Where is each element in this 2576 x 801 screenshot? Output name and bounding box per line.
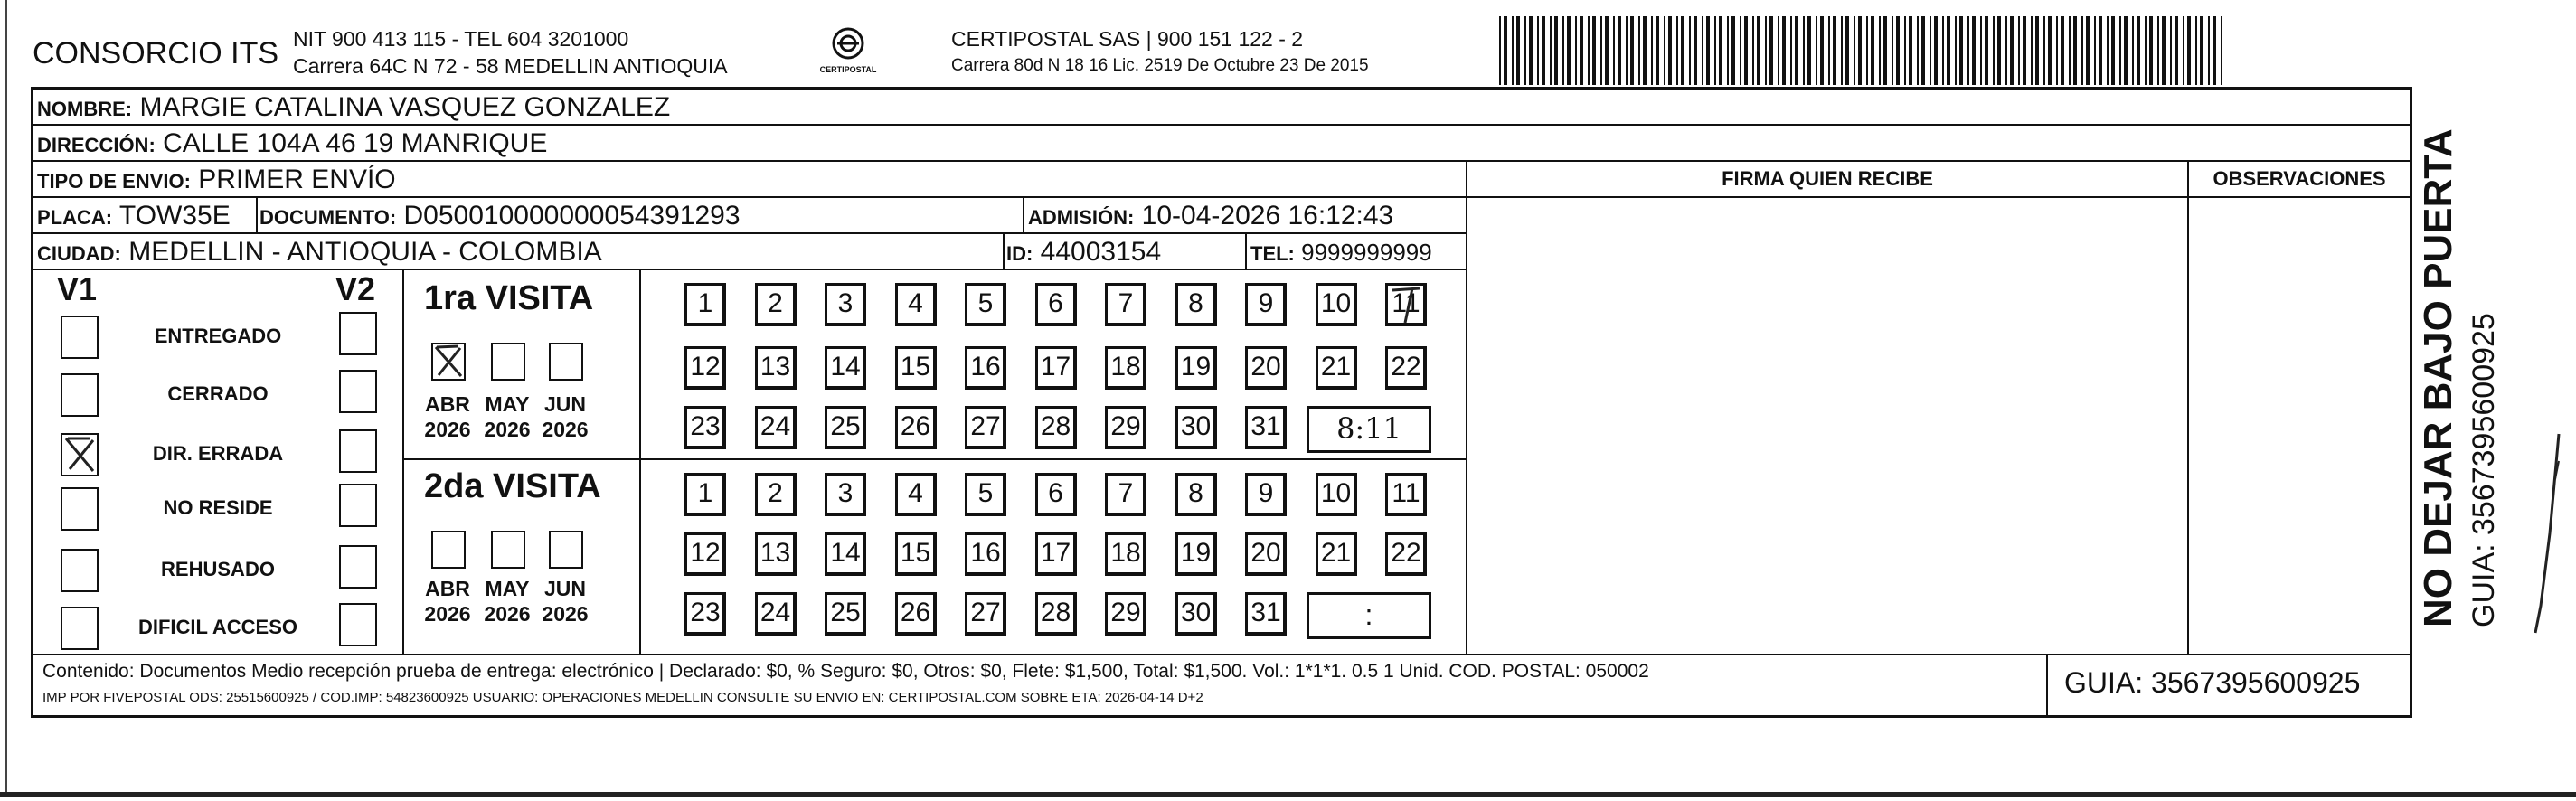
month-name: ABR: [425, 392, 470, 416]
month-checkbox[interactable]: [431, 531, 466, 569]
day-number: 26: [900, 598, 931, 627]
day-box[interactable]: [825, 473, 866, 514]
tel-label: TEL:: [1250, 242, 1295, 265]
v1-header: V1: [57, 270, 98, 307]
visit2-title: 2da VISITA: [424, 467, 601, 505]
status-v1-checkbox[interactable]: [61, 316, 99, 359]
month-checkbox[interactable]: [491, 343, 525, 381]
day-number: 30: [1180, 598, 1212, 627]
admision-field: [1028, 198, 1393, 234]
visit1-time[interactable]: 8:11: [1307, 406, 1431, 453]
observaciones-header: OBSERVACIONES: [2213, 167, 2386, 190]
day-number: 4: [908, 288, 923, 318]
footer-print-info: IMP POR FIVEPOSTAL ODS: 25515600925 / COD.IMP: 54823600925 USUARIO: OPERACIONES MEDELLIN CONSULTE SU ENVIO EN: CERTIPOSTAL.COM SOBRE ETA: 2026-04-14 D+2: [42, 690, 1203, 705]
month-year: 2026: [484, 602, 531, 626]
day-number: 13: [760, 352, 791, 382]
day-number: 5: [977, 478, 994, 508]
certipostal-info: [951, 25, 1369, 80]
certipostal-nit: CERTIPOSTAL SAS | 900 151 122 - 2: [951, 27, 1304, 51]
day-number: 15: [900, 538, 931, 568]
month-checkbox[interactable]: [549, 531, 583, 569]
status-v1-checkbox[interactable]: [61, 607, 99, 650]
day-number: 7: [1118, 478, 1134, 508]
day-box[interactable]: [895, 406, 937, 448]
day-box[interactable]: [755, 406, 797, 448]
day-number: 11: [1392, 478, 1420, 508]
day-box[interactable]: [1035, 532, 1077, 574]
day-number: 29: [1110, 411, 1141, 441]
day-box[interactable]: [684, 283, 726, 325]
day-box[interactable]: [1105, 346, 1146, 388]
day-box[interactable]: [895, 283, 937, 325]
month-checkbox[interactable]: [491, 531, 525, 569]
footer-guia: GUIA: 3567395600925: [2064, 666, 2361, 699]
day-box[interactable]: [1175, 283, 1217, 325]
company-nit: NIT 900 413 115 - TEL 604 3201000: [293, 27, 629, 51]
day-number: 3: [837, 478, 854, 508]
tipo-label: TIPO DE ENVIO:: [37, 170, 191, 193]
day-box[interactable]: [1175, 406, 1217, 448]
day-box[interactable]: [684, 473, 726, 514]
day-box[interactable]: [895, 473, 937, 514]
status-v2-checkbox[interactable]: [339, 429, 377, 473]
day-number: 2: [768, 478, 783, 508]
tel-field: [1250, 234, 1432, 270]
company-name: CONSORCIO ITS: [33, 36, 279, 71]
day-number: 17: [1040, 538, 1071, 568]
day-number: 13: [760, 538, 791, 568]
day-number: 18: [1110, 352, 1141, 382]
day-box[interactable]: [684, 406, 726, 448]
month-label: [538, 576, 592, 627]
day-box[interactable]: [1245, 473, 1287, 514]
status-v1-checkbox[interactable]: [61, 433, 99, 476]
status-label: CERRADO: [167, 382, 269, 405]
id-label: ID:: [1006, 242, 1033, 265]
day-number: 27: [970, 411, 1001, 441]
day-box[interactable]: [825, 592, 866, 634]
day-box[interactable]: [1175, 346, 1217, 388]
month-label: [480, 576, 534, 627]
day-number: 14: [830, 352, 861, 382]
month-name: MAY: [485, 577, 530, 600]
day-number: 3: [837, 288, 854, 318]
ciudad-row: [33, 234, 1466, 270]
nombre-value: MARGIE CATALINA VASQUEZ GONZALEZ: [139, 92, 671, 122]
day-number: 28: [1040, 598, 1071, 627]
day-box[interactable]: [1105, 406, 1146, 448]
day-box[interactable]: [1105, 283, 1146, 325]
day-box[interactable]: [1175, 473, 1217, 514]
day-number: 16: [970, 538, 1001, 568]
day-box[interactable]: [1385, 473, 1427, 514]
day-number: 25: [830, 598, 861, 627]
ciudad-value: MEDELLIN - ANTIOQUIA - COLOMBIA: [128, 237, 602, 267]
day-box[interactable]: [1245, 532, 1287, 574]
day-box[interactable]: [1035, 406, 1077, 448]
day-box[interactable]: [1035, 346, 1077, 388]
v2-header: V2: [335, 270, 376, 307]
day-number: 24: [760, 411, 791, 441]
day-number: 23: [690, 411, 721, 441]
status-v1-checkbox[interactable]: [61, 373, 99, 417]
month-name: ABR: [425, 577, 470, 600]
status-label: REHUSADO: [161, 558, 275, 580]
placa-row: [33, 198, 1466, 234]
day-number: 21: [1320, 538, 1352, 568]
status-label: DIR. ERRADA: [152, 442, 284, 465]
day-box[interactable]: [755, 473, 797, 514]
day-box[interactable]: [684, 592, 726, 634]
company-address: Carrera 64C N 72 - 58 MEDELLIN ANTIOQUIA: [293, 54, 728, 78]
day-box[interactable]: [1316, 473, 1357, 514]
month-year: 2026: [424, 418, 471, 441]
documento-field: [259, 198, 741, 234]
day-number: 15: [900, 352, 931, 382]
day-box[interactable]: [895, 532, 937, 574]
status-label: NO RESIDE: [163, 496, 273, 519]
nombre-label: NOMBRE:: [37, 98, 133, 120]
company-info: [293, 25, 728, 80]
day-number: 10: [1320, 478, 1352, 508]
day-box[interactable]: [1245, 592, 1287, 634]
day-box[interactable]: [1385, 283, 1427, 325]
placa-label: PLACA:: [37, 206, 113, 229]
day-box[interactable]: [825, 406, 866, 448]
month-checkbox[interactable]: [549, 343, 583, 381]
id-value: 44003154: [1040, 237, 1162, 267]
day-number: 8: [1188, 288, 1203, 318]
day-box[interactable]: [1105, 473, 1146, 514]
admision-value: 10-04-2026 16:12:43: [1141, 201, 1394, 231]
day-number: 8: [1188, 478, 1203, 508]
status-v2-checkbox[interactable]: [339, 484, 377, 527]
tipo-row: [33, 162, 1466, 198]
day-number: 30: [1180, 411, 1212, 441]
status-v2-checkbox[interactable]: [339, 370, 377, 413]
day-number: 18: [1110, 538, 1141, 568]
day-box[interactable]: [1245, 346, 1287, 388]
day-box[interactable]: [1105, 532, 1146, 574]
day-number: 20: [1250, 352, 1281, 382]
logo-text: CERTIPOSTAL: [819, 65, 877, 74]
day-number: 22: [1391, 538, 1421, 568]
id-field: [1006, 234, 1161, 270]
day-box[interactable]: [755, 283, 797, 325]
month-year: 2026: [484, 418, 531, 441]
tipo-value: PRIMER ENVÍO: [198, 165, 396, 194]
day-number: 12: [690, 538, 721, 568]
day-number: 19: [1180, 538, 1212, 568]
day-number: 10: [1320, 288, 1352, 318]
day-box[interactable]: [755, 592, 797, 634]
day-number: 14: [830, 538, 861, 568]
direccion-label: DIRECCIÓN:: [37, 134, 156, 156]
month-label: [538, 391, 592, 442]
day-number: 9: [1258, 288, 1274, 318]
month-year: 2026: [424, 602, 471, 626]
day-number: 4: [908, 478, 923, 508]
day-number: 7: [1118, 288, 1134, 318]
day-box[interactable]: [965, 473, 1006, 514]
day-number: 20: [1250, 538, 1281, 568]
day-number: 6: [1048, 478, 1063, 508]
day-number: 21: [1320, 352, 1352, 382]
page-edge-left: [5, 0, 7, 796]
day-number: 28: [1040, 411, 1071, 441]
month-label: [420, 391, 475, 442]
status-v1-checkbox[interactable]: [61, 487, 99, 531]
month-label: [480, 391, 534, 442]
day-box[interactable]: [1035, 592, 1077, 634]
firma-header: FIRMA QUIEN RECIBE: [1722, 167, 1933, 190]
pen-stroke: [2523, 425, 2568, 642]
day-number: 22: [1391, 352, 1421, 382]
day-box[interactable]: [825, 283, 866, 325]
day-number: 12: [690, 352, 721, 382]
day-number: 25: [830, 411, 861, 441]
signature-area[interactable]: [1471, 202, 2182, 648]
side-warning: NO DEJAR BAJO PUERTA: [2416, 128, 2460, 627]
day-number: 1: [697, 478, 713, 508]
day-box[interactable]: [1105, 592, 1146, 634]
barcode: [1499, 16, 2226, 85]
documento-value: D050010000000054391293: [403, 201, 741, 231]
day-number: 9: [1258, 478, 1274, 508]
day-box[interactable]: [825, 346, 866, 388]
day-box[interactable]: [965, 592, 1006, 634]
day-number: 1: [697, 288, 713, 318]
month-name: JUN: [543, 577, 586, 600]
day-check-mark: [1385, 283, 1427, 325]
day-box[interactable]: [1245, 406, 1287, 448]
admision-label: ADMISIÓN:: [1028, 206, 1135, 229]
status-label: DIFICIL ACCESO: [137, 616, 297, 638]
footer-content: Contenido: Documentos Medio recepción prueba de entrega: electrónico | Declarado: $0, % Seguro: $0, Otros: $0, Flete: $1,500, Total: $1,500. Vol.: 1*1*1. 0.5 1 Unid. COD. POSTAL: 050002: [42, 661, 1649, 682]
month-checkbox[interactable]: [431, 343, 466, 381]
status-v2-checkbox[interactable]: [339, 545, 377, 589]
day-number: 19: [1180, 352, 1212, 382]
tel-value: 9999999999: [1301, 239, 1432, 266]
status-label: ENTREGADO: [154, 325, 282, 347]
month-name: MAY: [485, 392, 530, 416]
day-number: 27: [970, 598, 1001, 627]
day-box[interactable]: [825, 532, 866, 574]
day-number: 31: [1250, 411, 1281, 441]
day-box[interactable]: [965, 283, 1006, 325]
day-box[interactable]: [1385, 532, 1427, 574]
certipostal-address: Carrera 80d N 18 16 Lic. 2519 De Octubre 23 De 2015: [951, 56, 1369, 75]
day-box[interactable]: [755, 346, 797, 388]
day-box[interactable]: [1316, 283, 1357, 325]
documento-label: DOCUMENTO:: [259, 206, 397, 229]
day-number: 23: [690, 598, 721, 627]
day-box[interactable]: [1316, 346, 1357, 388]
status-v2-checkbox[interactable]: [339, 312, 377, 355]
direccion-value: CALLE 104A 46 19 MANRIQUE: [163, 128, 548, 158]
day-box[interactable]: [965, 406, 1006, 448]
day-number: 16: [970, 352, 1001, 382]
day-number: 2: [768, 288, 783, 318]
day-box[interactable]: [1175, 592, 1217, 634]
status-v2-checkbox[interactable]: [339, 603, 377, 646]
delivery-form: [31, 87, 2412, 718]
month-year: 2026: [542, 602, 589, 626]
page-edge-bottom: [0, 792, 2576, 797]
nombre-row: [33, 90, 2410, 126]
day-number: 24: [760, 598, 791, 627]
day-box[interactable]: [1245, 283, 1287, 325]
month-year: 2026: [542, 418, 589, 441]
visit1-title: 1ra VISITA: [424, 279, 594, 317]
day-box[interactable]: [895, 346, 937, 388]
month-name: JUN: [543, 392, 586, 416]
side-guia: GUIA: 3567395600925: [2467, 313, 2501, 627]
day-box[interactable]: [965, 532, 1006, 574]
day-box[interactable]: [755, 532, 797, 574]
day-box[interactable]: [1316, 532, 1357, 574]
day-box[interactable]: [684, 346, 726, 388]
day-number: 11: [1392, 288, 1420, 318]
day-number: 31: [1250, 598, 1281, 627]
day-box[interactable]: [1175, 532, 1217, 574]
day-number: 5: [977, 288, 994, 318]
placa-value: TOW35E: [118, 201, 231, 231]
status-v1-checkbox[interactable]: [61, 549, 99, 592]
month-label: [420, 576, 475, 627]
observations-area[interactable]: [2193, 202, 2406, 648]
day-box[interactable]: [1035, 283, 1077, 325]
day-box[interactable]: [895, 592, 937, 634]
day-box[interactable]: [1035, 473, 1077, 514]
day-box[interactable]: [684, 532, 726, 574]
direccion-row: [33, 126, 2410, 162]
day-number: 6: [1048, 288, 1063, 318]
ciudad-label: CIUDAD:: [37, 242, 121, 265]
day-number: 29: [1110, 598, 1141, 627]
day-number: 26: [900, 411, 931, 441]
day-number: 17: [1040, 352, 1071, 382]
day-box[interactable]: [965, 346, 1006, 388]
day-box[interactable]: [1385, 346, 1427, 388]
visit2-time[interactable]: :: [1307, 592, 1431, 639]
